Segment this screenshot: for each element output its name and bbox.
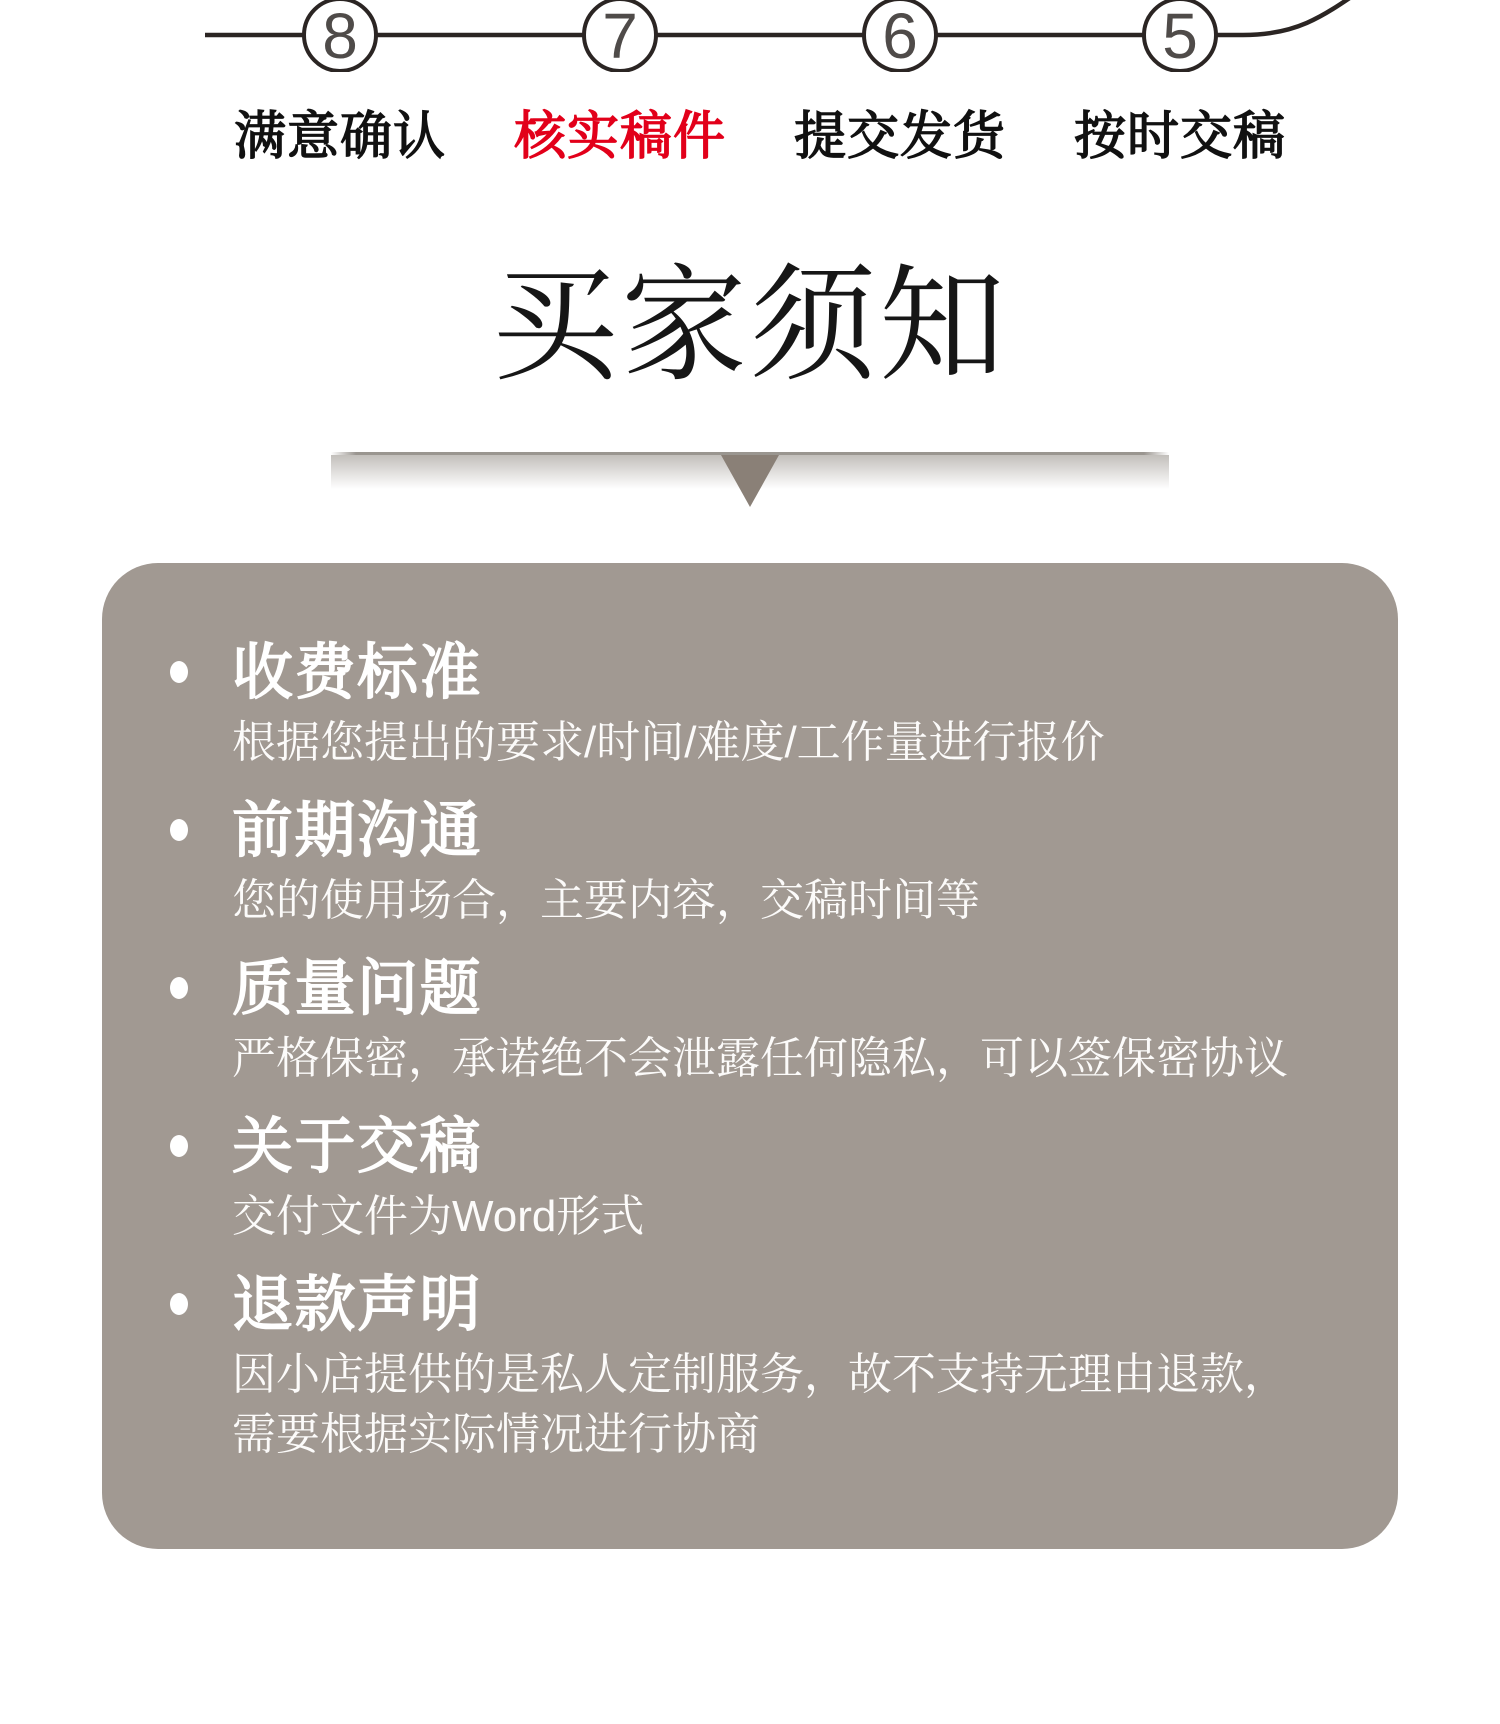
bullet-icon — [170, 1293, 188, 1315]
down-arrow-icon — [721, 455, 779, 507]
step-label-heshi-gaojian: 核实稿件 — [513, 108, 726, 166]
process-timeline — [0, 0, 1500, 72]
notice-panel — [102, 563, 1398, 1549]
notice-item-body: 因小店提供的是私人定制服务，故不支持无理由退款，需要根据实际情况进行协商 — [232, 1350, 1288, 1459]
bullet-icon — [170, 1135, 188, 1157]
bullet-icon — [170, 661, 188, 683]
notice-item-heading: 退款声明 — [232, 1270, 483, 1338]
notice-item-heading: 关于交稿 — [232, 1112, 483, 1180]
step-label-anshi-jiaogao: 按时交稿 — [1073, 108, 1286, 166]
notice-item-body: 您的使用场合，主要内容，交稿时间等 — [232, 876, 980, 925]
notice-item-quality — [170, 954, 1338, 1089]
step-number: 5 — [1162, 0, 1198, 72]
bullet-icon — [170, 977, 188, 999]
notice-item-body: 严格保密，承诺绝不会泄露任何隐私，可以签保密协议 — [232, 1034, 1288, 1083]
step-label-tijiao-fahuo: 提交发货 — [793, 108, 1006, 166]
notice-item-body: 根据您提出的要求/时间/难度/工作量进行报价 — [232, 718, 1105, 767]
notice-item-communication — [170, 796, 1338, 931]
step-label-manyi-queren: 满意确认 — [233, 108, 446, 166]
step-number: 7 — [602, 0, 638, 72]
page-title: 买家须知 — [492, 255, 1008, 396]
notice-item-heading: 质量问题 — [232, 954, 483, 1022]
step-labels-row — [0, 106, 1500, 170]
title-shadow-divider — [331, 452, 1169, 512]
step-number: 8 — [322, 0, 358, 72]
bullet-icon — [170, 819, 188, 841]
notice-item-delivery — [170, 1112, 1338, 1247]
notice-item-heading: 前期沟通 — [232, 796, 483, 864]
step-number: 6 — [882, 0, 918, 72]
notice-item-body: 交付文件为Word形式 — [232, 1192, 645, 1241]
notice-item-refund — [170, 1270, 1338, 1465]
notice-item-heading: 收费标准 — [232, 638, 483, 706]
notice-item-pricing — [170, 638, 1338, 773]
